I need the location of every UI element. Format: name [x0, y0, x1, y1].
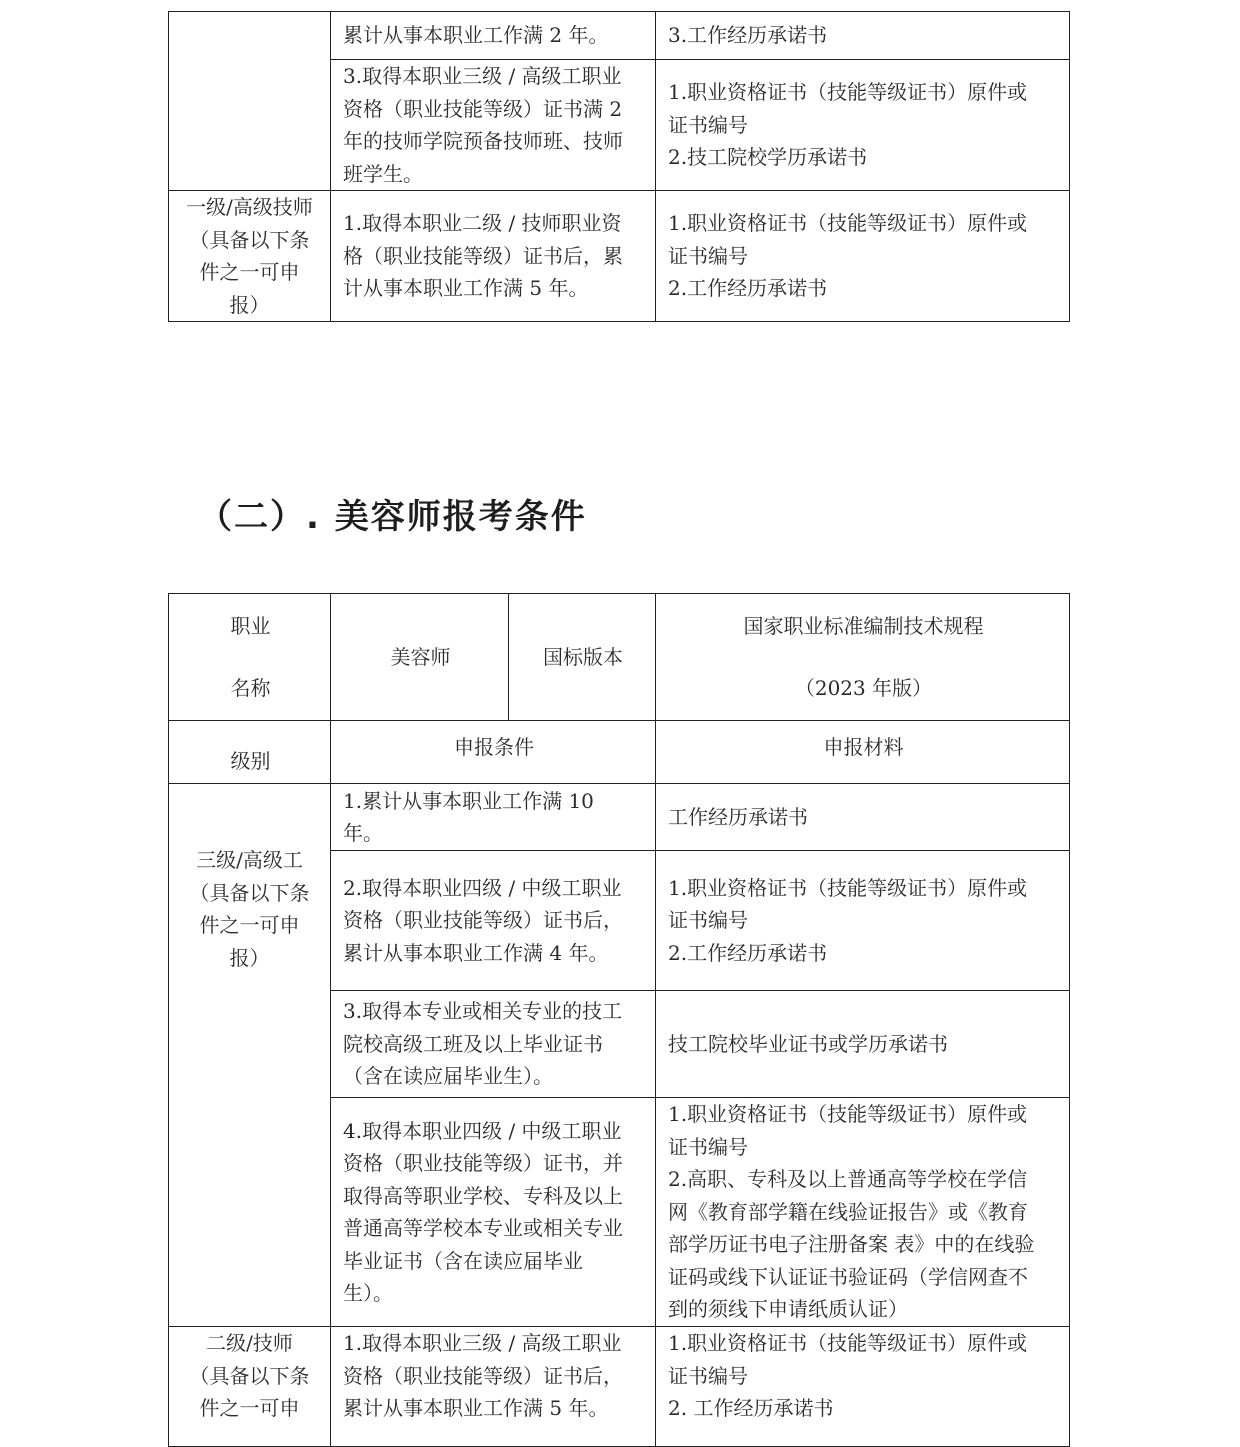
material-cell: 工作经历承诺书: [656, 784, 1070, 851]
table-row: [169, 784, 1070, 851]
level-cell: 二级/技师 （具备以下条 件之一可申: [169, 1327, 331, 1447]
section-heading: （二）. 美容师报考条件: [198, 497, 587, 537]
materials-header-cell: 申报材料: [656, 721, 1070, 784]
conditions-header-cell: 申报条件: [331, 721, 656, 784]
table-row: [169, 1327, 1070, 1447]
condition-cell: 1.累计从事本职业工作满 10 年。: [331, 784, 656, 851]
level-cell: 一级/高级技师 （具备以下条 件之一可申 报）: [169, 191, 331, 322]
material-cell: 1.职业资格证书（技能等级证书）原件或 证书编号 2.高职、专科及以上普通高等学校在学信 网《教育部学籍在线验证报告》或《教育 部学历证书电子注册备案 表》中的在线验 证码或线下认证证书验证码（学信网查不 到的须线下申请纸质认证）: [656, 1098, 1070, 1327]
occupation-name-cell: 美容师: [331, 594, 509, 721]
condition-cell: 3.取得本职业三级 / 高级工职业 资格（职业技能等级）证书满 2 年的技师学院预备技师班、技师 班学生。: [331, 60, 656, 191]
condition-cell: 2.取得本职业四级 / 中级工职业 资格（职业技能等级）证书后， 累计从事本职业工作满 4 年。: [331, 851, 656, 991]
material-cell: 3.工作经历承诺书: [656, 12, 1070, 60]
occupation-label-cell: 职业 名称: [169, 594, 331, 721]
condition-cell: 累计从事本职业工作满 2 年。: [331, 12, 656, 60]
table-row: [169, 12, 1070, 60]
version-label-cell: 国标版本: [509, 594, 656, 721]
level-cell: [169, 12, 331, 191]
material-cell: 1.职业资格证书（技能等级证书）原件或 证书编号 2. 工作经历承诺书: [656, 1327, 1070, 1447]
level-cell: 三级/高级工 （具备以下条 件之一可申 报）: [169, 784, 331, 1327]
condition-cell: 3.取得本专业或相关专业的技工 院校高级工班及以上毕业证书 （含在读应届毕业生）。: [331, 991, 656, 1098]
table-row: [169, 191, 1070, 322]
condition-cell: 1.取得本职业二级 / 技师职业资 格（职业技能等级）证书后，累 计从事本职业工作满 5 年。: [331, 191, 656, 322]
beautician-requirements-table: [168, 593, 1070, 1447]
material-cell: 1.职业资格证书（技能等级证书）原件或 证书编号 2.工作经历承诺书: [656, 851, 1070, 991]
material-cell: 1.职业资格证书（技能等级证书）原件或 证书编号 2.工作经历承诺书: [656, 191, 1070, 322]
condition-cell: 1.取得本职业三级 / 高级工职业 资格（职业技能等级）证书后， 累计从事本职业工作满 5 年。: [331, 1327, 656, 1447]
material-cell: 技工院校毕业证书或学历承诺书: [656, 991, 1070, 1098]
top-requirements-table: [168, 11, 1070, 322]
table-header-row: [169, 594, 1070, 721]
material-cell: 1.职业资格证书（技能等级证书）原件或 证书编号 2.技工院校学历承诺书: [656, 60, 1070, 191]
condition-cell: 4.取得本职业四级 / 中级工职业 资格（职业技能等级）证书，并 取得高等职业学校、专科及以上 普通高等学校本专业或相关专业 毕业证书（含在读应届毕业 生）。: [331, 1098, 656, 1327]
level-header-cell: 级别: [169, 721, 331, 784]
standard-cell: 国家职业标准编制技术规程 （2023 年版）: [656, 594, 1070, 721]
table-subheader-row: [169, 721, 1070, 784]
